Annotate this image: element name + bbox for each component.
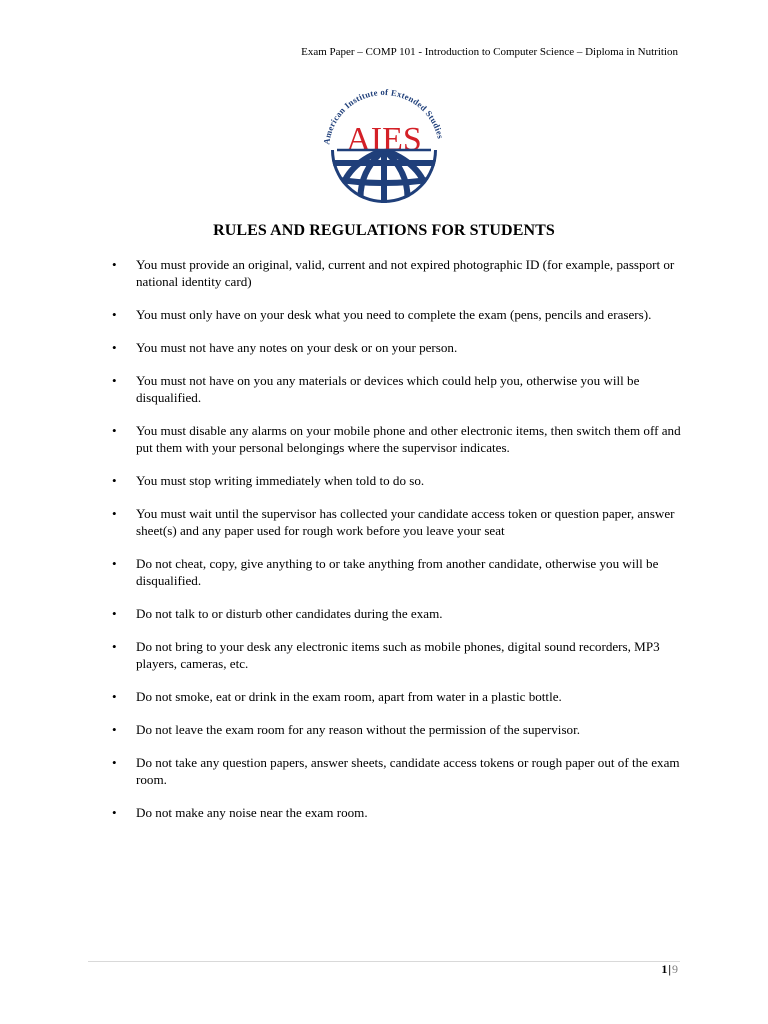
rule-text: Do not cheat, copy, give anything to or take anything from another candidate, otherwise you will be disqualified. (136, 556, 659, 588)
bullet-icon: • (112, 805, 117, 820)
rule-item (112, 339, 684, 356)
aies-logo (317, 78, 451, 206)
rule-item (112, 472, 684, 489)
rules-list (112, 256, 684, 837)
bullet-icon: • (112, 257, 117, 272)
bullet-icon: • (112, 606, 117, 621)
rule-text: You must wait until the supervisor has collected your candidate access token or question paper, answer sheet(s) and any paper used for rough work before you leave your seat (136, 506, 675, 538)
bullet-icon: • (112, 755, 117, 770)
bullet-icon: • (112, 473, 117, 488)
rule-text: Do not leave the exam room for any reason without the permission of the supervisor. (136, 722, 580, 737)
footer-divider (88, 961, 680, 962)
rule-item (112, 256, 684, 290)
rule-item (112, 688, 684, 705)
rule-text: You must stop writing immediately when told to do so. (136, 473, 425, 488)
bullet-icon: • (112, 423, 117, 438)
aies-logo-graphic (317, 78, 451, 206)
rule-item (112, 638, 684, 672)
rule-item (112, 306, 684, 323)
rule-item (112, 422, 684, 456)
rule-text: Do not take any question papers, answer sheets, candidate access tokens or rough paper out of the exam room. (136, 755, 680, 787)
rule-text: You must only have on your desk what you need to complete the exam (pens, pencils and erasers). (136, 307, 652, 322)
current-page-number: 1 (661, 962, 668, 976)
rule-text: Do not talk to or disturb other candidates during the exam. (136, 606, 443, 621)
rule-text: You must not have any notes on your desk or on your person. (136, 340, 458, 355)
total-pages: 9 (672, 962, 678, 976)
bullet-icon: • (112, 506, 117, 521)
bullet-icon: • (112, 307, 117, 322)
page-separator: | (668, 962, 671, 976)
rule-text: You must not have on you any materials or devices which could help you, otherwise you will be disqualified. (136, 373, 640, 405)
rule-item (112, 804, 684, 821)
page-title: RULES AND REGULATIONS FOR STUDENTS (213, 222, 555, 239)
rule-item (112, 754, 684, 788)
bullet-icon: • (112, 639, 117, 654)
rule-item (112, 605, 684, 622)
rule-text: You must provide an original, valid, current and not expired photographic ID (for example, passport or national identity card) (136, 257, 675, 289)
rule-item (112, 505, 684, 539)
bullet-icon: • (112, 722, 117, 737)
bullet-icon: • (112, 689, 117, 704)
rule-text: You must disable any alarms on your mobile phone and other electronic items, then switch them off and put them with your personal belongings where the supervisor indicates. (136, 423, 681, 455)
rule-text: Do not smoke, eat or drink in the exam room, apart from water in a plastic bottle. (136, 689, 562, 704)
rule-text: Do not make any noise near the exam room. (136, 805, 368, 820)
rule-item (112, 721, 684, 738)
rule-item (112, 372, 684, 406)
logo-ring-text: American Institute of Extended Studies (321, 86, 446, 146)
rule-item (112, 555, 684, 589)
logo-wordmark: AIES (346, 121, 422, 158)
bullet-icon: • (112, 556, 117, 571)
running-header: Exam Paper – COMP 101 - Introduction to Computer Science – Diploma in Nutrition (301, 46, 678, 58)
bullet-icon: • (112, 340, 117, 355)
page-number (661, 962, 678, 977)
bullet-icon: • (112, 373, 117, 388)
rule-text: Do not bring to your desk any electronic items such as mobile phones, digital sound recorders, MP3 players, cameras, etc. (136, 639, 660, 671)
